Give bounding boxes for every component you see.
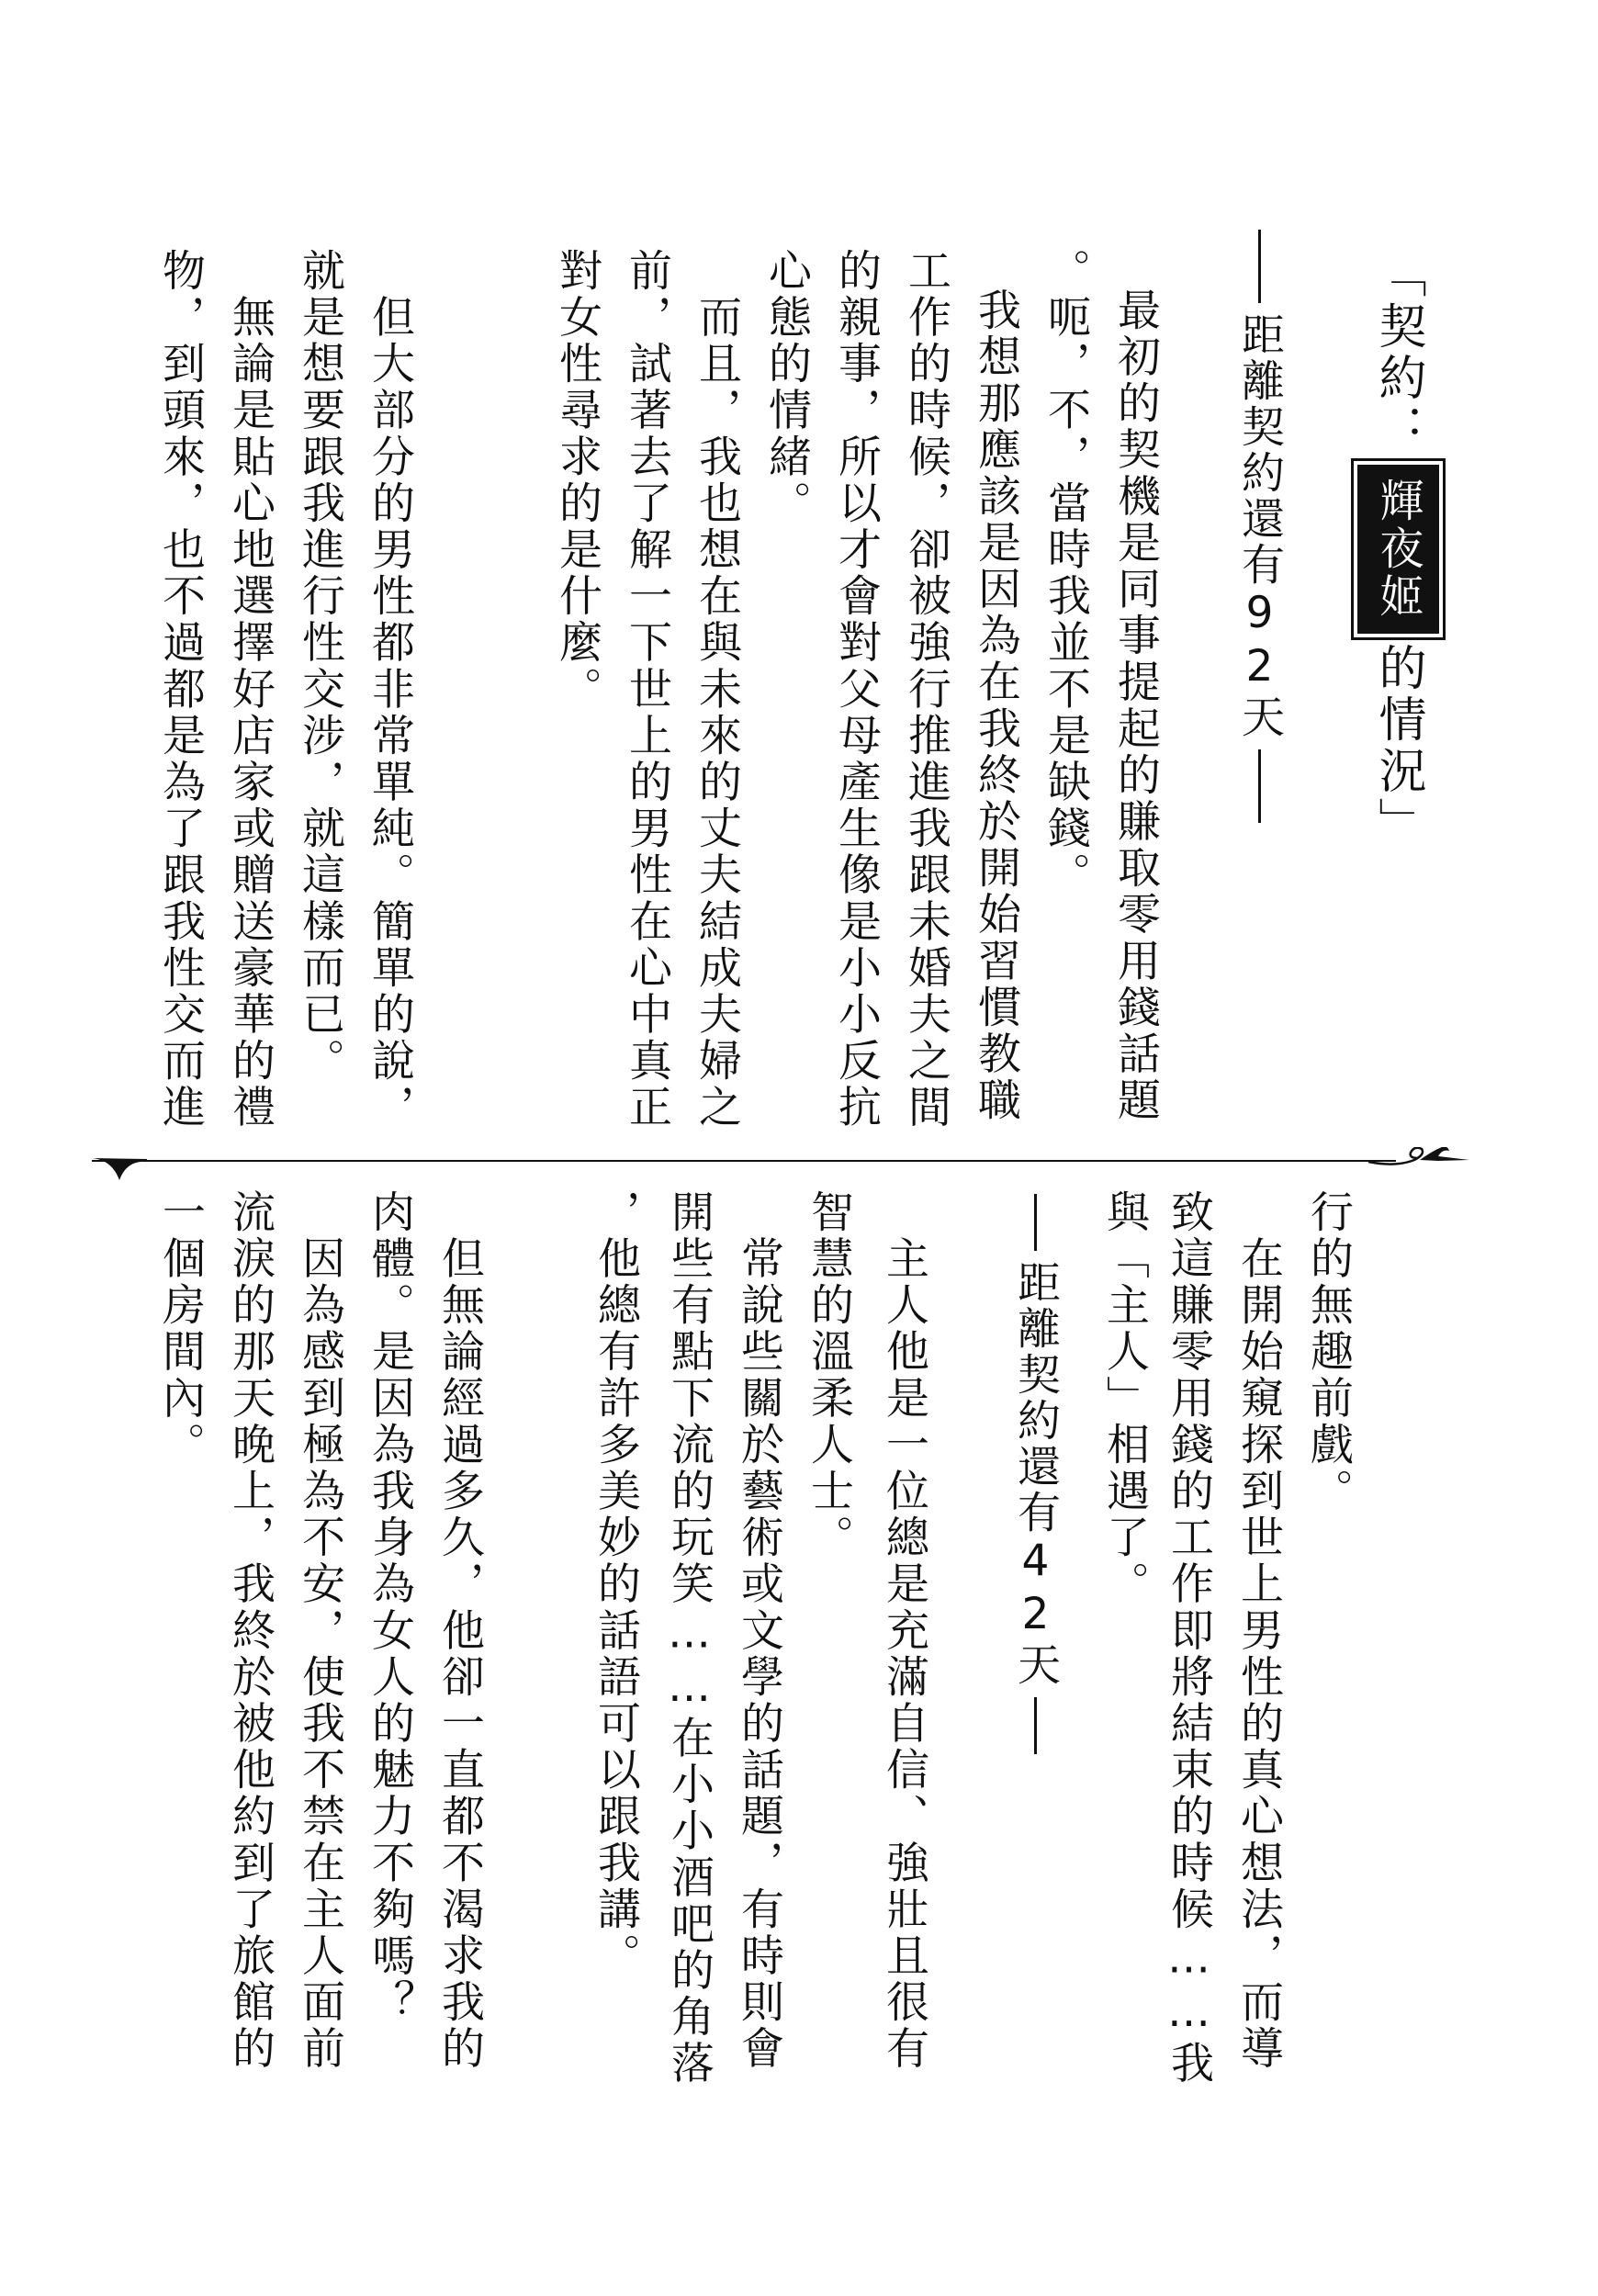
- chapter-title-highlight: 輝夜姬: [1357, 465, 1439, 634]
- text-column: ，他總有許多美妙的話語可以跟我講。: [591, 1189, 641, 1980]
- chapter-title: [1357, 250, 1439, 849]
- text-column: 無論是貼心地選擇好店家或贈送豪華的禮: [225, 248, 276, 1131]
- em-dash-rule: [1258, 230, 1261, 303]
- text-column: 前，試著去了解一下世上的男性在心中真正: [622, 248, 672, 1131]
- em-dash-rule: [1034, 1194, 1037, 1251]
- text-column: 物，到頭來，也不過都是為了跟我性交而進: [155, 248, 206, 1131]
- text-column: 就是想要跟我進行性交涉，就這樣而已。: [295, 248, 345, 1085]
- text-column: 但大部分的男性都非常單純。簡單的說，: [365, 248, 415, 1131]
- text-column: 肉體。是因為我身為女人的魅力不夠嗎？: [365, 1189, 415, 2026]
- text-column: 智慧的溫柔人士。: [804, 1189, 854, 1561]
- text-column: 常說些關於藝術或文學的話題，有時則會: [734, 1189, 784, 2073]
- text-column: 最初的契機是同事提起的賺取零用錢話題: [1110, 287, 1161, 1124]
- upper-subtitle: [1229, 230, 1290, 823]
- em-dash-rule: [1034, 1697, 1037, 1754]
- em-dash-rule: [1258, 749, 1261, 823]
- text-column: 而且，我也想在與未來的丈夫結成夫婦之: [692, 248, 742, 1131]
- text-column: 與「主人」相遇了。: [1099, 1189, 1150, 1608]
- text-column: 開些有點下流的玩笑……在小小酒吧的角落: [664, 1189, 715, 2088]
- text-column: 一個房間內。: [155, 1189, 206, 1469]
- ornamental-divider: [92, 1147, 1506, 1184]
- text-column: 行的無趣前戲。: [1303, 1189, 1354, 1515]
- lower-subtitle-text: 距離契約還有42天: [1010, 1260, 1061, 1688]
- text-column: 對女性尋求的是什麼。: [552, 248, 602, 713]
- text-column: 在開始窺探到世上男性的真心想法，而導: [1233, 1189, 1284, 2073]
- text-column: 主人他是一位總是充滿自信、強壯且很有: [879, 1189, 929, 2073]
- text-column: 我想那應該是因為在我終於開始習慣教職: [971, 287, 1021, 1124]
- text-column: 心態的情緒。: [761, 248, 812, 527]
- text-column: 。呃，不，當時我並不是缺錢。: [1041, 248, 1091, 899]
- text-column: 流淚的那天晚上，我終於被他約到了旅館的: [225, 1189, 276, 2073]
- text-column: 因為感到極為不安，使我不禁在主人面前: [295, 1189, 345, 2073]
- text-column: 但無論經過多久，他卻一直都不渴求我的: [434, 1189, 485, 2073]
- text-column: 致這賺零用錢的工作即將結束的時候……我: [1164, 1189, 1214, 2088]
- text-column: 的親事，所以才會對父母產生像是小小反抗: [831, 248, 882, 1131]
- text-column: 工作的時候，卻被強行推進我跟未婚夫之間: [901, 248, 951, 1131]
- chapter-title-prefix: 「契約：: [1370, 250, 1425, 456]
- chapter-title-suffix: 的情況」: [1370, 643, 1425, 849]
- lower-subtitle: [1005, 1194, 1066, 1754]
- upper-subtitle-text: 距離契約還有92天: [1234, 312, 1285, 740]
